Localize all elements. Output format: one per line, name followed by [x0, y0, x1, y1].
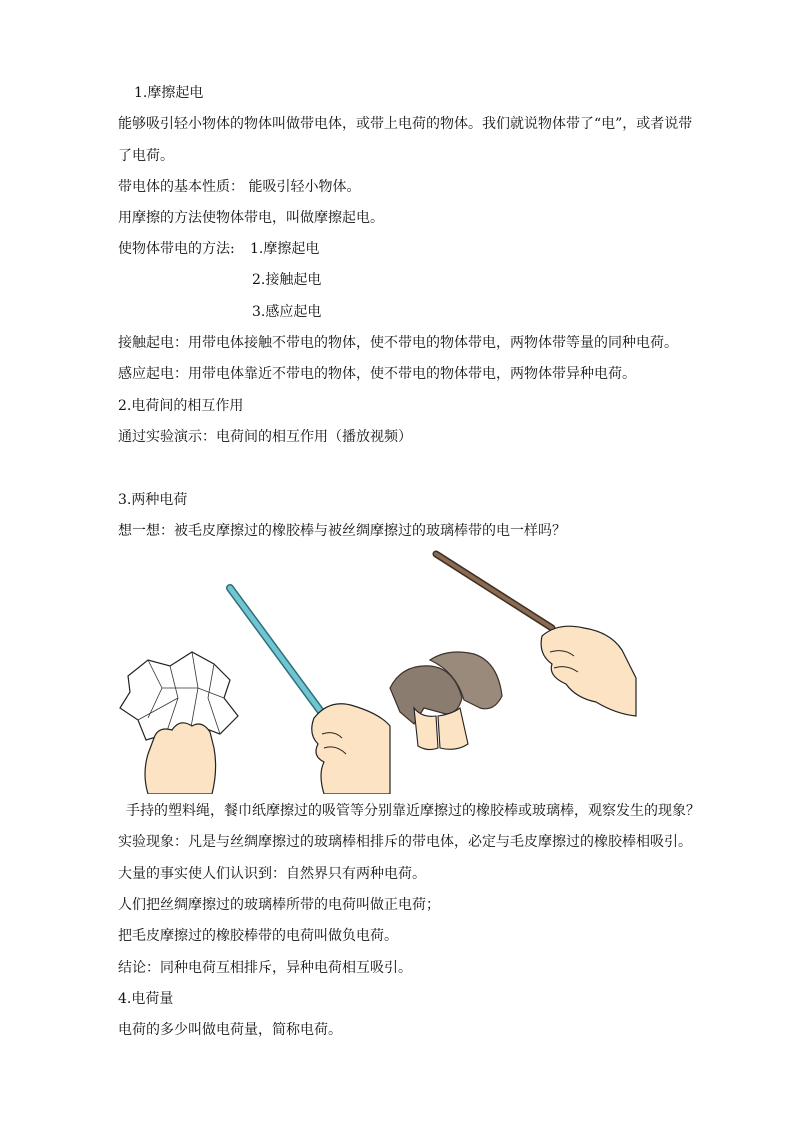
paragraph-friction-definition: 用摩擦的方法使物体带电，叫做摩擦起电。 [118, 210, 384, 226]
paragraph-induction-charging: 感应起电：用带电体靠近不带电的物体，使不带电的物体带电，两物体带异种电荷。 [118, 366, 636, 382]
paragraph-experiment-demo: 通过实验演示：电荷间的相互作用（播放视频） [118, 429, 412, 445]
fur-image [390, 652, 502, 750]
method-item: 1.摩擦起电 [250, 241, 320, 257]
friction-illustration [118, 548, 638, 794]
method-item: 3.感应起电 [252, 304, 322, 320]
paragraph-charged-body-line1: 能够吸引轻小物体的物体叫做带电体，或带上电荷的物体。我们就说物体带了“电”，或者说带 [118, 116, 693, 132]
section-heading-1: 1.摩擦起电 [134, 85, 204, 101]
section-heading-2: 2.电荷间的相互作用 [118, 398, 244, 414]
rubber-rod-image [436, 554, 552, 628]
paragraph-negative-charge: 把毛皮摩擦过的橡胶棒带的电荷叫做负电荷。 [118, 928, 398, 944]
paragraph-experiment-phenomenon: 实验现象：凡是与丝绸摩擦过的玻璃棒相排斥的带电体，必定与毛皮摩擦过的橡胶棒相吸引。 [118, 834, 692, 850]
glass-rod-image [230, 588, 330, 724]
paragraph-two-charges: 大量的事实使人们认识到：自然界只有两种电荷。 [118, 866, 426, 882]
friction-illustration-svg [118, 548, 638, 794]
methods-label: 使物体带电的方法: [118, 241, 235, 257]
right-hand-rubber-image [541, 626, 636, 716]
left-hand-image [145, 723, 216, 794]
paragraph-charge-quantity: 电荷的多少叫做电荷量，简称电荷。 [118, 1022, 342, 1038]
paragraph-observe-question: 手持的塑料绳，餐巾纸摩擦过的吸管等分别靠近摩擦过的橡胶棒或玻璃棒，观察发生的现象？ [126, 803, 700, 819]
section-heading-4: 4.电荷量 [118, 991, 174, 1007]
paragraph-positive-charge: 人们把丝绸摩擦过的玻璃棒所带的电荷叫做正电荷； [118, 897, 440, 913]
paragraph-charged-body-line2: 了电荷。 [118, 148, 174, 164]
paragraph-think-question: 想一想：被毛皮摩擦过的橡胶棒与被丝绸摩擦过的玻璃棒带的电一样吗？ [118, 523, 566, 539]
method-item: 2.接触起电 [252, 272, 322, 288]
paragraph-contact-charging: 接触起电：用带电体接触不带电的物体，使不带电的物体带电，两物体带等量的同种电荷。 [118, 335, 678, 351]
paragraph-basic-property: 带电体的基本性质： 能吸引轻小物体。 [118, 179, 361, 195]
right-hand-glass-image [312, 704, 390, 794]
section-heading-3: 3.两种电荷 [118, 492, 188, 508]
paragraph-conclusion: 结论：同种电荷互相排斥，异种电荷相互吸引。 [118, 960, 412, 976]
